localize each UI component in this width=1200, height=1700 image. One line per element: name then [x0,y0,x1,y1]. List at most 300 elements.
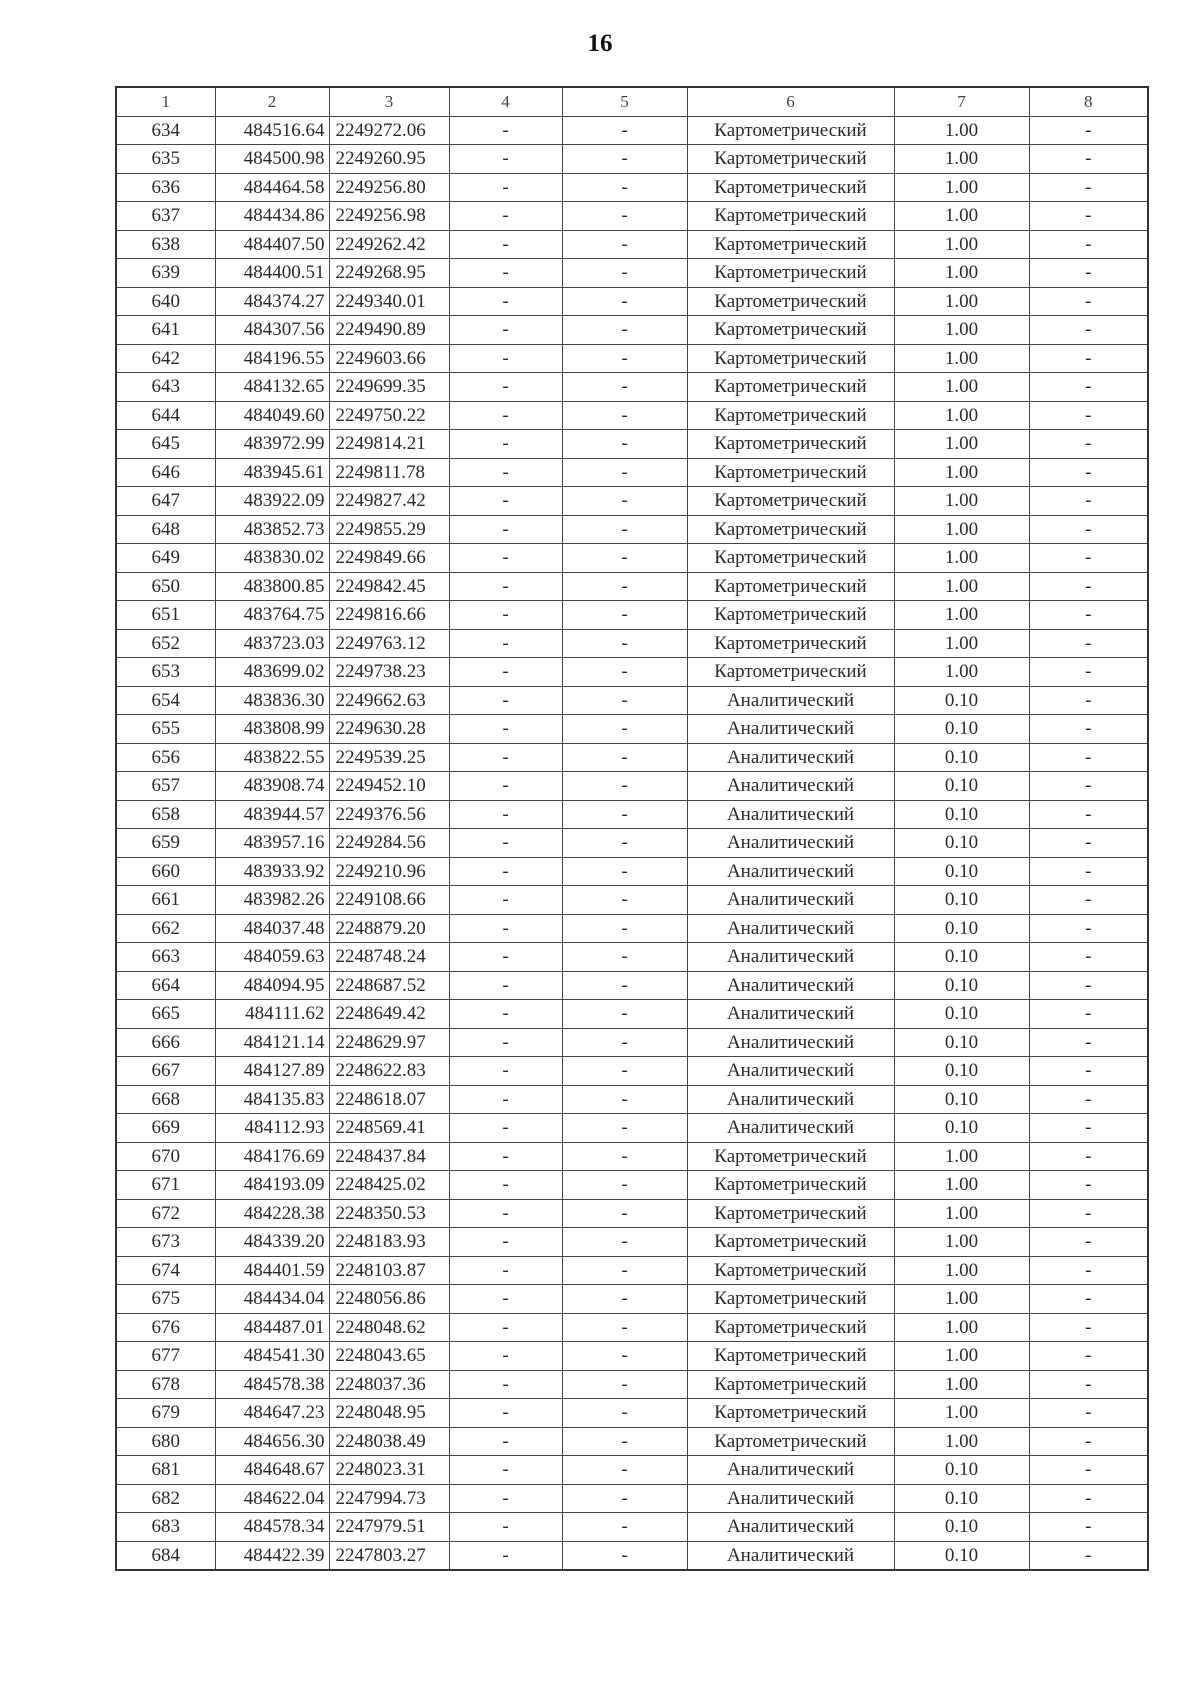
x-coordinate: 484422.39 [215,1541,329,1570]
table-row [116,116,1148,145]
point-number: 642 [116,344,215,373]
x-coordinate: 483836.30 [215,686,329,715]
col-8-value: - [1029,1285,1148,1314]
method: Картометрический [687,658,894,687]
y-coordinate: 2249452.10 [329,772,449,801]
point-number: 675 [116,1285,215,1314]
table-row [116,886,1148,915]
accuracy: 1.00 [894,373,1029,402]
x-coordinate: 484059.63 [215,943,329,972]
x-coordinate: 483908.74 [215,772,329,801]
accuracy: 0.10 [894,886,1029,915]
y-coordinate: 2249256.98 [329,202,449,231]
col-8-value: - [1029,1513,1148,1542]
col-8-value: - [1029,743,1148,772]
method: Аналитический [687,1513,894,1542]
table-row [116,800,1148,829]
point-number: 680 [116,1427,215,1456]
col-5-value: - [562,772,687,801]
table-row [116,316,1148,345]
col-5-value: - [562,544,687,573]
x-coordinate: 483957.16 [215,829,329,858]
x-coordinate: 484516.64 [215,116,329,145]
accuracy: 0.10 [894,1513,1029,1542]
method: Аналитический [687,1085,894,1114]
table-row [116,1513,1148,1542]
point-number: 637 [116,202,215,231]
point-number: 634 [116,116,215,145]
point-number: 664 [116,971,215,1000]
col-2-header: 2 [215,87,329,116]
col-5-value: - [562,1085,687,1114]
y-coordinate: 2249750.22 [329,401,449,430]
col-5-value: - [562,715,687,744]
point-number: 674 [116,1256,215,1285]
y-coordinate: 2247979.51 [329,1513,449,1542]
col-8-value: - [1029,1456,1148,1485]
method: Картометрический [687,1142,894,1171]
table-row [116,487,1148,516]
accuracy: 0.10 [894,1114,1029,1143]
accuracy: 1.00 [894,658,1029,687]
point-number: 653 [116,658,215,687]
point-number: 677 [116,1342,215,1371]
method: Картометрический [687,1313,894,1342]
col-4-value: - [449,1513,562,1542]
y-coordinate: 2247803.27 [329,1541,449,1570]
x-coordinate: 484135.83 [215,1085,329,1114]
col-5-value: - [562,259,687,288]
y-coordinate: 2249816.66 [329,601,449,630]
table-row [116,287,1148,316]
method: Картометрический [687,1285,894,1314]
col-4-value: - [449,1313,562,1342]
y-coordinate: 2249284.56 [329,829,449,858]
x-coordinate: 484196.55 [215,344,329,373]
point-number: 656 [116,743,215,772]
table-row [116,401,1148,430]
point-number: 645 [116,430,215,459]
col-8-value: - [1029,230,1148,259]
method: Картометрический [687,1399,894,1428]
col-8-value: - [1029,829,1148,858]
col-4-value: - [449,1342,562,1371]
col-4-value: - [449,686,562,715]
y-coordinate: 2249811.78 [329,458,449,487]
col-5-value: - [562,401,687,430]
col-4-value: - [449,829,562,858]
x-coordinate: 484500.98 [215,145,329,174]
col-8-value: - [1029,1085,1148,1114]
y-coordinate: 2249256.80 [329,173,449,202]
method: Картометрический [687,629,894,658]
accuracy: 0.10 [894,943,1029,972]
col-8-value: - [1029,1370,1148,1399]
accuracy: 0.10 [894,1456,1029,1485]
col-5-value: - [562,316,687,345]
accuracy: 0.10 [894,800,1029,829]
col-4-value: - [449,544,562,573]
y-coordinate: 2249340.01 [329,287,449,316]
col-4-value: - [449,1085,562,1114]
method: Картометрический [687,1342,894,1371]
table-row [116,1114,1148,1143]
col-4-value: - [449,1000,562,1029]
y-coordinate: 2248037.36 [329,1370,449,1399]
x-coordinate: 484464.58 [215,173,329,202]
table-row [116,658,1148,687]
y-coordinate: 2249603.66 [329,344,449,373]
accuracy: 1.00 [894,202,1029,231]
col-7-header: 7 [894,87,1029,116]
x-coordinate: 484339.20 [215,1228,329,1257]
col-8-value: - [1029,1142,1148,1171]
accuracy: 1.00 [894,259,1029,288]
point-number: 638 [116,230,215,259]
x-coordinate: 484648.67 [215,1456,329,1485]
method: Картометрический [687,544,894,573]
table-row [116,344,1148,373]
table-row [116,1456,1148,1485]
col-5-value: - [562,515,687,544]
col-8-value: - [1029,658,1148,687]
point-number: 650 [116,572,215,601]
table-row [116,1484,1148,1513]
col-5-value: - [562,344,687,373]
y-coordinate: 2248048.95 [329,1399,449,1428]
x-coordinate: 484037.48 [215,914,329,943]
method: Аналитический [687,1541,894,1570]
accuracy: 1.00 [894,1399,1029,1428]
method: Аналитический [687,1114,894,1143]
x-coordinate: 484112.93 [215,1114,329,1143]
method: Картометрический [687,572,894,601]
accuracy: 1.00 [894,1142,1029,1171]
col-8-value: - [1029,1228,1148,1257]
table-row [116,544,1148,573]
col-5-value: - [562,202,687,231]
col-8-value: - [1029,886,1148,915]
method: Аналитический [687,1456,894,1485]
x-coordinate: 484656.30 [215,1427,329,1456]
method: Аналитический [687,800,894,829]
x-coordinate: 484541.30 [215,1342,329,1371]
method: Картометрический [687,487,894,516]
col-8-value: - [1029,145,1148,174]
point-number: 657 [116,772,215,801]
col-8-value: - [1029,1000,1148,1029]
col-8-value: - [1029,715,1148,744]
table-row [116,629,1148,658]
y-coordinate: 2248879.20 [329,914,449,943]
point-number: 681 [116,1456,215,1485]
col-5-value: - [562,487,687,516]
col-5-value: - [562,373,687,402]
accuracy: 1.00 [894,487,1029,516]
col-8-value: - [1029,1342,1148,1371]
point-number: 658 [116,800,215,829]
col-3-header: 3 [329,87,449,116]
accuracy: 1.00 [894,629,1029,658]
col-5-value: - [562,1228,687,1257]
table-row [116,1142,1148,1171]
x-coordinate: 484400.51 [215,259,329,288]
col-4-value: - [449,287,562,316]
point-number: 660 [116,857,215,886]
point-number: 652 [116,629,215,658]
method: Аналитический [687,743,894,772]
col-5-value: - [562,145,687,174]
col-4-value: - [449,629,562,658]
point-number: 678 [116,1370,215,1399]
y-coordinate: 2249699.35 [329,373,449,402]
col-4-value: - [449,316,562,345]
method: Картометрический [687,259,894,288]
point-number: 665 [116,1000,215,1029]
col-5-value: - [562,1057,687,1086]
col-8-value: - [1029,1256,1148,1285]
x-coordinate: 484094.95 [215,971,329,1000]
method: Картометрический [687,458,894,487]
col-8-value: - [1029,401,1148,430]
accuracy: 1.00 [894,544,1029,573]
col-5-value: - [562,458,687,487]
col-4-value: - [449,857,562,886]
col-4-value: - [449,1541,562,1570]
table-row [116,772,1148,801]
point-number: 646 [116,458,215,487]
col-5-value: - [562,1399,687,1428]
x-coordinate: 484401.59 [215,1256,329,1285]
table-row [116,914,1148,943]
point-number: 639 [116,259,215,288]
x-coordinate: 484111.62 [215,1000,329,1029]
method: Картометрический [687,145,894,174]
accuracy: 0.10 [894,1541,1029,1570]
col-6-header: 6 [687,87,894,116]
point-number: 649 [116,544,215,573]
y-coordinate: 2248038.49 [329,1427,449,1456]
x-coordinate: 483972.99 [215,430,329,459]
col-5-value: - [562,658,687,687]
accuracy: 0.10 [894,1057,1029,1086]
accuracy: 1.00 [894,145,1029,174]
col-4-value: - [449,145,562,174]
y-coordinate: 2249210.96 [329,857,449,886]
y-coordinate: 2248023.31 [329,1456,449,1485]
point-number: 636 [116,173,215,202]
method: Картометрический [687,515,894,544]
accuracy: 1.00 [894,515,1029,544]
table-row [116,1313,1148,1342]
col-5-value: - [562,1313,687,1342]
col-8-value: - [1029,458,1148,487]
method: Аналитический [687,971,894,1000]
y-coordinate: 2248622.83 [329,1057,449,1086]
col-4-value: - [449,658,562,687]
accuracy: 1.00 [894,287,1029,316]
col-5-value: - [562,1513,687,1542]
accuracy: 0.10 [894,1085,1029,1114]
x-coordinate: 484578.34 [215,1513,329,1542]
col-4-value: - [449,1456,562,1485]
x-coordinate: 484121.14 [215,1028,329,1057]
col-5-value: - [562,629,687,658]
table-row [116,1370,1148,1399]
col-4-value: - [449,1484,562,1513]
y-coordinate: 2249630.28 [329,715,449,744]
x-coordinate: 483944.57 [215,800,329,829]
col-8-value: - [1029,544,1148,573]
x-coordinate: 483800.85 [215,572,329,601]
col-5-value: - [562,1342,687,1371]
col-8-value: - [1029,686,1148,715]
y-coordinate: 2248649.42 [329,1000,449,1029]
col-8-value: - [1029,344,1148,373]
col-4-value: - [449,1171,562,1200]
table-row [116,1085,1148,1114]
col-4-value: - [449,743,562,772]
col-8-value: - [1029,1427,1148,1456]
method: Аналитический [687,829,894,858]
y-coordinate: 2249539.25 [329,743,449,772]
table-row [116,857,1148,886]
y-coordinate: 2248748.24 [329,943,449,972]
y-coordinate: 2249662.63 [329,686,449,715]
col-5-value: - [562,1541,687,1570]
point-number: 654 [116,686,215,715]
method: Аналитический [687,1000,894,1029]
accuracy: 1.00 [894,1427,1029,1456]
x-coordinate: 483945.61 [215,458,329,487]
col-8-value: - [1029,430,1148,459]
x-coordinate: 484132.65 [215,373,329,402]
point-number: 669 [116,1114,215,1143]
method: Аналитический [687,914,894,943]
col-4-value: - [449,430,562,459]
method: Аналитический [687,886,894,915]
col-4-header: 4 [449,87,562,116]
col-4-value: - [449,1199,562,1228]
y-coordinate: 2249855.29 [329,515,449,544]
point-number: 668 [116,1085,215,1114]
accuracy: 1.00 [894,230,1029,259]
y-coordinate: 2249763.12 [329,629,449,658]
table-row [116,173,1148,202]
point-number: 643 [116,373,215,402]
point-number: 647 [116,487,215,516]
page-number: 16 [587,30,613,57]
method: Картометрический [687,316,894,345]
point-number: 672 [116,1199,215,1228]
method: Картометрический [687,230,894,259]
point-number: 667 [116,1057,215,1086]
method: Картометрический [687,601,894,630]
point-number: 673 [116,1228,215,1257]
point-number: 684 [116,1541,215,1570]
point-number: 662 [116,914,215,943]
point-number: 648 [116,515,215,544]
x-coordinate: 483764.75 [215,601,329,630]
col-8-value: - [1029,287,1148,316]
table-row [116,145,1148,174]
method: Аналитический [687,857,894,886]
point-number: 635 [116,145,215,174]
table-row [116,829,1148,858]
y-coordinate: 2248629.97 [329,1028,449,1057]
table-row [116,1541,1148,1570]
method: Картометрический [687,287,894,316]
col-5-value: - [562,1427,687,1456]
table-header-row [116,87,1148,116]
col-8-value: - [1029,772,1148,801]
method: Картометрический [687,1228,894,1257]
col-4-value: - [449,1114,562,1143]
y-coordinate: 2249272.06 [329,116,449,145]
point-number: 659 [116,829,215,858]
y-coordinate: 2249814.21 [329,430,449,459]
accuracy: 1.00 [894,601,1029,630]
col-5-value: - [562,943,687,972]
method: Картометрический [687,373,894,402]
col-8-value: - [1029,857,1148,886]
col-4-value: - [449,116,562,145]
y-coordinate: 2248569.41 [329,1114,449,1143]
table-row [116,1399,1148,1428]
accuracy: 0.10 [894,1000,1029,1029]
x-coordinate: 484176.69 [215,1142,329,1171]
col-5-value: - [562,1456,687,1485]
method: Аналитический [687,943,894,972]
x-coordinate: 483699.02 [215,658,329,687]
col-4-value: - [449,202,562,231]
table-row [116,743,1148,772]
y-coordinate: 2248056.86 [329,1285,449,1314]
method: Картометрический [687,202,894,231]
y-coordinate: 2249260.95 [329,145,449,174]
col-1-header: 1 [116,87,215,116]
col-4-value: - [449,173,562,202]
col-8-value: - [1029,1399,1148,1428]
col-8-value: - [1029,800,1148,829]
y-coordinate: 2248043.65 [329,1342,449,1371]
y-coordinate: 2249490.89 [329,316,449,345]
col-8-value: - [1029,914,1148,943]
col-8-value: - [1029,1199,1148,1228]
col-8-value: - [1029,1057,1148,1086]
y-coordinate: 2249738.23 [329,658,449,687]
y-coordinate: 2248048.62 [329,1313,449,1342]
point-number: 679 [116,1399,215,1428]
col-5-value: - [562,572,687,601]
col-4-value: - [449,971,562,1000]
col-4-value: - [449,487,562,516]
x-coordinate: 484307.56 [215,316,329,345]
col-8-value: - [1029,259,1148,288]
method: Картометрический [687,1171,894,1200]
accuracy: 1.00 [894,1370,1029,1399]
col-4-value: - [449,259,562,288]
col-4-value: - [449,1142,562,1171]
table-row [116,943,1148,972]
accuracy: 0.10 [894,857,1029,886]
table-row [116,1028,1148,1057]
y-coordinate: 2248103.87 [329,1256,449,1285]
col-5-value: - [562,1199,687,1228]
table-row [116,572,1148,601]
col-8-value: - [1029,1541,1148,1570]
table-row [116,1285,1148,1314]
